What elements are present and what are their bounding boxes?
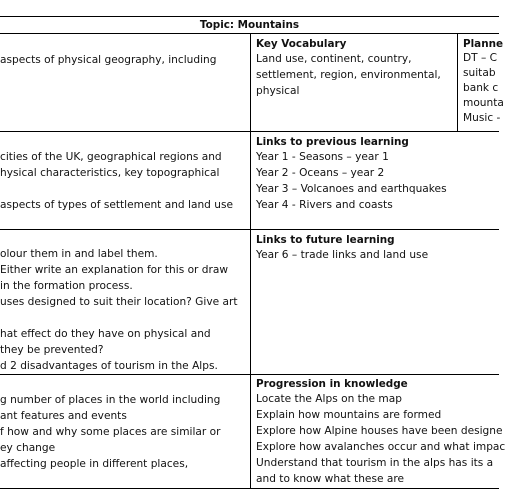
objective-line: ey change <box>0 442 56 454</box>
previous-learning-line: Year 2 - Oceans – year 2 <box>256 167 385 179</box>
planned-line: Music - <box>463 112 501 124</box>
objective-line: aspects of physical geography, including <box>0 54 217 66</box>
key-vocabulary-line: physical <box>256 85 300 97</box>
objectives-row-2 <box>0 149 233 213</box>
objective-line: Either write an explanation for this or draw <box>0 264 229 276</box>
key-vocabulary-line: settlement, region, environmental, <box>256 69 441 81</box>
previous-learning-list <box>256 149 447 213</box>
future-learning-line: Year 6 – trade links and land use <box>256 249 429 261</box>
progression-heading: Progression in knowledge <box>256 378 408 390</box>
objective-line: f how and why some places are similar or <box>0 426 221 438</box>
planned-list <box>463 51 504 126</box>
objective-line: hat effect do they have on physical and <box>0 328 211 340</box>
objective-line: olour them in and label them. <box>0 248 158 260</box>
objectives-row-3 <box>0 246 237 374</box>
planned-line: bank c <box>463 82 499 94</box>
planned-line: suitab <box>463 67 496 79</box>
objectives-row-1 <box>0 52 216 68</box>
previous-learning-line: Year 3 – Volcanoes and earthquakes <box>256 183 447 195</box>
column-divider-1 <box>250 33 251 489</box>
future-learning-heading: Links to future learning <box>256 234 395 246</box>
top-border <box>0 16 499 17</box>
progression-line: and to know what these are <box>256 473 404 485</box>
objective-line: aspects of types of settlement and land use <box>0 199 233 211</box>
progression-line: Explore how Alpine houses have been designe <box>256 425 503 437</box>
objective-line: hysical characteristics, key topographical <box>0 167 220 179</box>
objective-line: g number of places in the world including <box>0 394 221 406</box>
progression-line: Locate the Alps on the map <box>256 393 402 405</box>
progression-list <box>256 391 505 487</box>
objective-line: d 2 disadvantages of tourism in the Alps. <box>0 360 218 372</box>
objective-line <box>0 310 237 326</box>
key-vocabulary-line: Land use, continent, country, <box>256 53 412 65</box>
column-divider-2 <box>457 33 458 131</box>
planned-heading: Planne <box>463 38 504 50</box>
objective-line: uses designed to suit their location? Give art <box>0 296 238 308</box>
progression-line: Explore how avalanches occur and what impac <box>256 441 505 453</box>
planned-line: DT – C <box>463 52 498 64</box>
objectives-row-4 <box>0 392 220 472</box>
previous-learning-line: Year 1 - Seasons – year 1 <box>256 151 389 163</box>
future-learning-list <box>256 247 428 263</box>
previous-learning-line: Year 4 - Rivers and coasts <box>256 199 393 211</box>
key-vocabulary-list <box>256 51 441 99</box>
objective-line: cities of the UK, geographical regions and <box>0 151 222 163</box>
progression-line: Explain how mountains are formed <box>256 409 442 421</box>
previous-learning-heading: Links to previous learning <box>256 136 409 148</box>
objective-line: in the formation process. <box>0 280 133 292</box>
key-vocabulary-heading: Key Vocabulary <box>256 38 347 50</box>
objective-line: ant features and events <box>0 410 127 422</box>
planned-line: mounta <box>463 97 504 109</box>
objective-line: affecting people in different places, <box>0 458 189 470</box>
progression-line: Understand that tourism in the alps has its a <box>256 457 494 469</box>
objective-line: they be prevented? <box>0 344 104 356</box>
objective-line <box>0 181 233 197</box>
topic-title: Topic: Mountains <box>199 19 300 31</box>
